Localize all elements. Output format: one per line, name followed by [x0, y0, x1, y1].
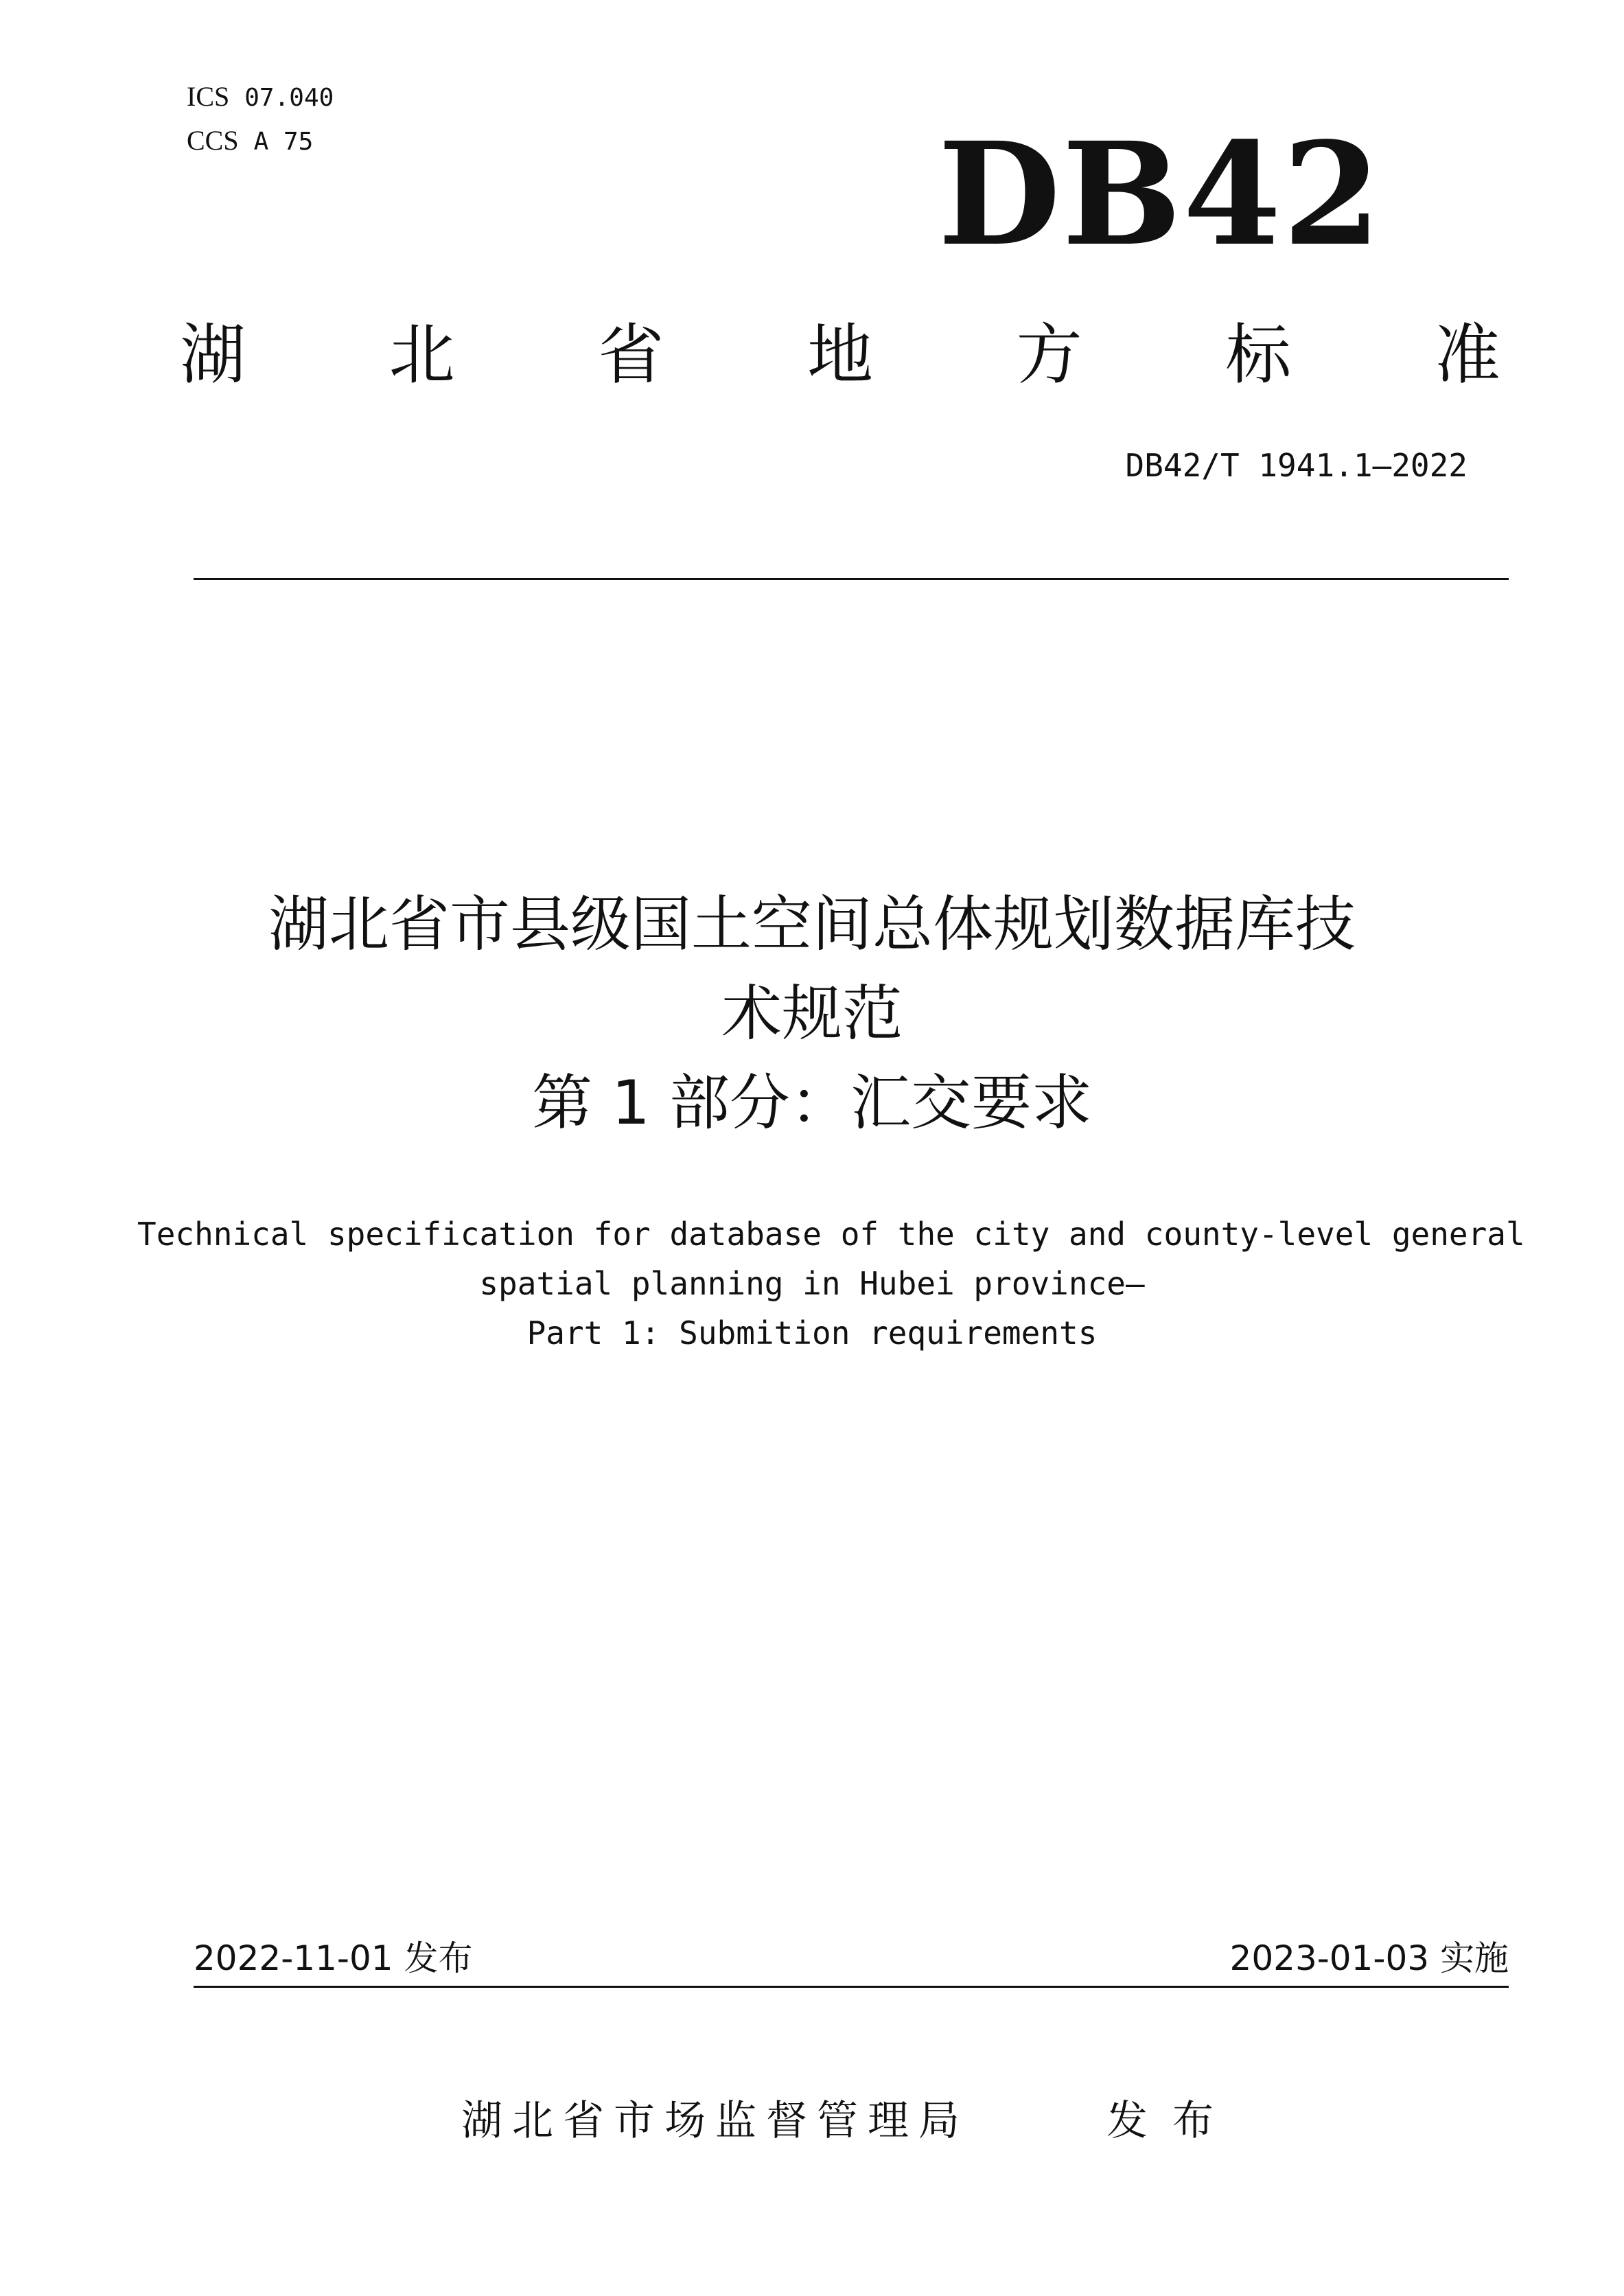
title-chinese: [137, 880, 1487, 1148]
title-english-part: Part 1: Submition requirements: [526, 1314, 1098, 1352]
implementation-date: 2023-01-03 实施: [1229, 1938, 1509, 1978]
ics-label: ICS: [187, 81, 230, 112]
standard-type-char: 方: [1016, 316, 1082, 393]
ics-row: [187, 76, 334, 119]
standard-type-char: 地: [807, 316, 873, 393]
ccs-code: A 75: [253, 128, 314, 156]
issue-date: 2022-11-01 发布: [194, 1938, 473, 1978]
standard-type: [180, 317, 1500, 393]
top-divider: [194, 578, 1509, 580]
title-chinese-line: 湖北省市县级国土空间总体规划数据库技: [268, 889, 1356, 960]
standard-type-char: 北: [388, 316, 455, 393]
title-english: [137, 1209, 1525, 1358]
publisher-name: 湖北省市场监督管理局: [461, 2097, 969, 2145]
standard-type-char: 准: [1434, 316, 1500, 393]
standard-number: DB42/T 1941.1—2022: [1125, 447, 1468, 484]
title-english-line: spatial planning in Hubei province—: [479, 1265, 1145, 1302]
title-english-line: Technical specification for database of the city and county-level general: [137, 1216, 1525, 1253]
bottom-divider: [194, 1986, 1509, 1988]
title-chinese-line: 术规范: [721, 978, 903, 1049]
publish-label: 发布: [1106, 2097, 1238, 2145]
standard-type-char: 湖: [180, 316, 246, 393]
standard-type-char: 标: [1225, 316, 1292, 393]
standard-type-char: 省: [598, 316, 664, 393]
ics-code: 07.040: [244, 84, 334, 112]
classification-codes: [187, 76, 334, 163]
title-chinese-part: 第 1 部分：汇交要求: [532, 1067, 1092, 1138]
standard-mark: DB42: [938, 111, 1382, 277]
ccs-label: CCS: [187, 125, 239, 156]
ccs-row: [187, 119, 334, 163]
